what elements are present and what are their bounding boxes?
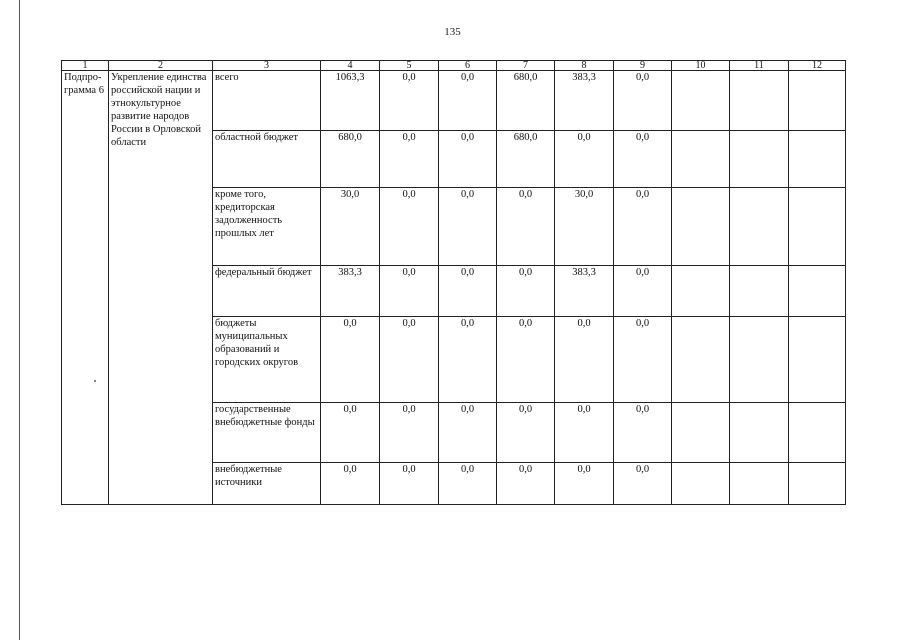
cell-value: 0,0	[321, 317, 380, 403]
cell-value: 0,0	[439, 131, 497, 188]
empty-cell	[672, 463, 730, 505]
row-label: кроме того, кредиторская задолженность прошлых лет	[213, 188, 321, 266]
budget-table	[61, 60, 846, 505]
cell-value: 0,0	[380, 131, 439, 188]
cell-value: 0,0	[439, 188, 497, 266]
column-header: 11	[730, 61, 789, 71]
cell-value: 0,0	[439, 71, 497, 131]
column-header: 10	[672, 61, 730, 71]
column-header: 9	[614, 61, 672, 71]
column-header: 12	[789, 61, 846, 71]
cell-value: 0,0	[497, 403, 555, 463]
empty-cell	[672, 71, 730, 131]
page-number: 135	[444, 26, 461, 38]
empty-cell	[672, 131, 730, 188]
empty-cell	[672, 317, 730, 403]
cell-value: 0,0	[439, 403, 497, 463]
empty-cell	[789, 71, 846, 131]
cell-value: 0,0	[614, 463, 672, 505]
empty-cell	[789, 188, 846, 266]
cell-value: 0,0	[497, 317, 555, 403]
cell-value: 0,0	[497, 463, 555, 505]
column-header: 8	[555, 61, 614, 71]
empty-cell	[789, 463, 846, 505]
cell-value: 1063,3	[321, 71, 380, 131]
cell-value: 680,0	[497, 71, 555, 131]
column-header: 5	[380, 61, 439, 71]
cell-value: 0,0	[614, 131, 672, 188]
cell-value: 0,0	[555, 403, 614, 463]
column-header: 1	[62, 61, 109, 71]
cell-value: 0,0	[380, 266, 439, 317]
column-header: 2	[109, 61, 213, 71]
empty-cell	[789, 131, 846, 188]
cell-value: 0,0	[555, 463, 614, 505]
table-row	[62, 71, 846, 131]
column-header: 7	[497, 61, 555, 71]
cell-value: 0,0	[439, 266, 497, 317]
row-label: государственные внебюджетные фонды	[213, 403, 321, 463]
cell-value: 680,0	[497, 131, 555, 188]
cell-value: 383,3	[555, 71, 614, 131]
empty-cell	[672, 403, 730, 463]
program-code: Подпро-грамма 6	[62, 71, 109, 505]
empty-cell	[789, 317, 846, 403]
row-label: федеральный бюджет	[213, 266, 321, 317]
column-header: 6	[439, 61, 497, 71]
cell-value: 0,0	[614, 403, 672, 463]
cell-value: 0,0	[439, 463, 497, 505]
row-label: всего	[213, 71, 321, 131]
cell-value: 0,0	[380, 71, 439, 131]
cell-value: 0,0	[380, 403, 439, 463]
empty-cell	[789, 266, 846, 317]
empty-cell	[730, 403, 789, 463]
empty-cell	[730, 131, 789, 188]
cell-value: 0,0	[497, 188, 555, 266]
cell-value: 0,0	[555, 317, 614, 403]
row-label: внебюджетные источники	[213, 463, 321, 505]
empty-cell	[730, 266, 789, 317]
empty-cell	[730, 463, 789, 505]
cell-value: 0,0	[555, 131, 614, 188]
column-header: 4	[321, 61, 380, 71]
empty-cell	[672, 188, 730, 266]
column-header: 3	[213, 61, 321, 71]
cell-value: 0,0	[497, 266, 555, 317]
cell-value: 30,0	[555, 188, 614, 266]
cell-value: 0,0	[614, 71, 672, 131]
program-title: Укрепление единства российской нации и этнокультурное развитие народов России в Орловской области	[109, 71, 213, 505]
header-row	[62, 61, 846, 71]
cell-value: 0,0	[321, 463, 380, 505]
cell-value: 383,3	[555, 266, 614, 317]
cell-value: 0,0	[614, 266, 672, 317]
empty-cell	[672, 266, 730, 317]
row-label: областной бюджет	[213, 131, 321, 188]
cell-value: 680,0	[321, 131, 380, 188]
empty-cell	[730, 71, 789, 131]
cell-value: 0,0	[439, 317, 497, 403]
cell-value: 0,0	[614, 188, 672, 266]
cell-value: 0,0	[321, 403, 380, 463]
cell-value: 0,0	[380, 188, 439, 266]
empty-cell	[789, 403, 846, 463]
row-label: бюджеты муниципальных образований и городских округов	[213, 317, 321, 403]
page-edge-line	[19, 0, 20, 640]
cell-value: 0,0	[380, 317, 439, 403]
cell-value: 30,0	[321, 188, 380, 266]
empty-cell	[730, 188, 789, 266]
cell-value: 0,0	[380, 463, 439, 505]
empty-cell	[730, 317, 789, 403]
cell-value: 383,3	[321, 266, 380, 317]
cell-value: 0,0	[614, 317, 672, 403]
